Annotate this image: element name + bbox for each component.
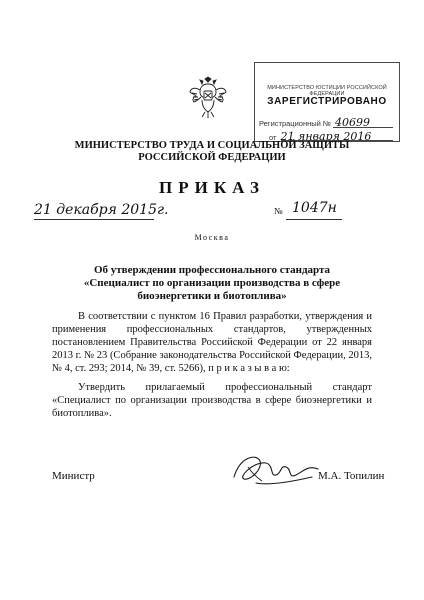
stamp-registered: ЗАРЕГИСТРИРОВАНО	[267, 96, 387, 107]
order-number: 1047н	[292, 200, 337, 216]
signer-position: Министр	[52, 470, 95, 482]
handwritten-signature	[226, 447, 326, 495]
stamp-reg-underline	[333, 127, 393, 128]
stamp-date-value: 21 января 2016	[280, 130, 372, 143]
ministry-line-1: МИНИСТЕРСТВО ТРУДА И СОЦИАЛЬНОЙ ЗАЩИТЫ	[74, 140, 350, 151]
stamp-reg-label: Регистрационный №	[259, 119, 331, 128]
order-title: ПРИКАЗ	[159, 178, 265, 197]
body-paragraph-2: Утвердить прилагаемый профессиональный стандарт «Специалист по организации производства в сфере биоэнергетики и биотоплива».	[52, 382, 372, 419]
subject-line-2: «Специалист по организации производства в сфере биоэнергетики и биотоплива»	[83, 277, 341, 302]
order-number-sign: №	[274, 206, 283, 216]
coat-of-arms-emblem	[188, 76, 228, 120]
registration-stamp	[254, 62, 400, 142]
order-city: Москва	[194, 233, 230, 242]
order-subject	[52, 264, 372, 303]
body-paragraph-1: В соответствии с пунктом 16 Правил разработки, утверждения и применения профессиональных стандартов, утвержденных постановлением Правительства Российской Федерации от 22 января 2013 г. № 23 (Собрание законодательства Российской Федерации, 2013, № 4, ст. 293; 2014, № 39, ст. 5266), п р и к а з ы в а ю:	[52, 311, 372, 374]
signer-name: М.А. Топилин	[318, 470, 385, 482]
ministry-header	[60, 140, 364, 164]
stamp-date-label: от	[269, 133, 277, 142]
ministry-line-2: РОССИЙСКОЙ ФЕДЕРАЦИИ	[138, 152, 286, 163]
stamp-ministry: МИНИСТЕРСТВО ЮСТИЦИИ РОССИЙСКОЙ ФЕДЕРАЦИИ	[267, 85, 387, 97]
order-date: 21 декабря 2015г.	[34, 202, 169, 218]
order-date-underline	[34, 219, 154, 220]
stamp-reg-number: 40699	[335, 116, 371, 129]
subject-line-1: Об утверждении профессионального стандарта	[93, 264, 331, 276]
order-number-underline	[286, 219, 342, 220]
